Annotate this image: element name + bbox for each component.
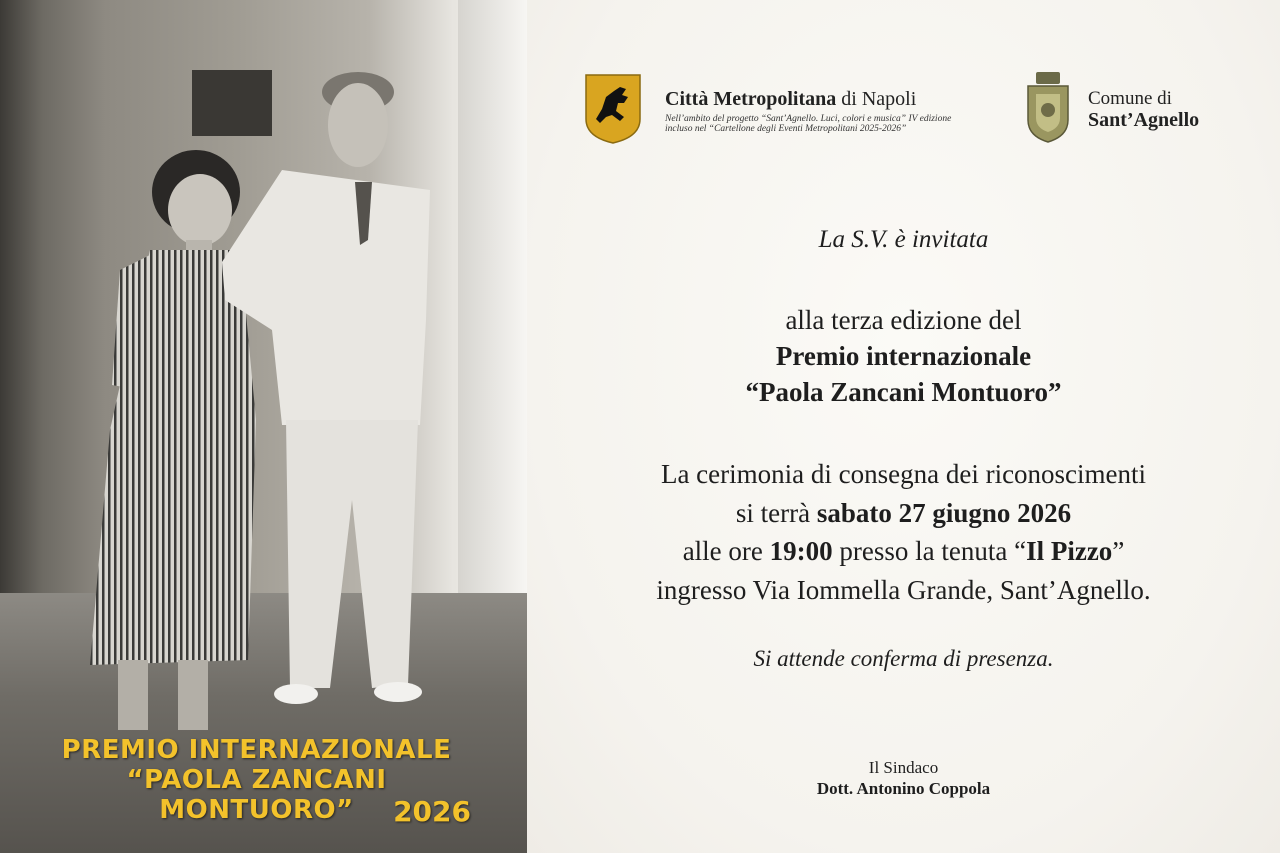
- ceremony-line1: La cerimonia di consegna dei riconoscimenti: [660, 459, 1147, 489]
- prize-name-line1: Premio internazionale: [775, 341, 1032, 371]
- comune-line2: Sant’Agnello: [1088, 109, 1200, 131]
- ceremony-line3: alle ore 19:00 presso la tenuta “Il Pizzo”: [682, 536, 1125, 566]
- ceremony-address: ingresso Via Iommella Grande, Sant’Agnello.: [656, 574, 1151, 605]
- vintage-photo: [0, 0, 527, 853]
- prize-block: [527, 302, 1280, 410]
- photo-year: 2026: [393, 795, 471, 828]
- man-figure: [222, 72, 430, 704]
- ceremony-date: sabato 27 giugno 2026: [816, 497, 1072, 528]
- photo-title-line2: “PAOLA ZANCANI MONTUORO”: [126, 765, 387, 825]
- edition-line: alla terza edizione del: [785, 305, 1022, 335]
- prize-name-line2: “Paola Zancani Montuoro”: [745, 377, 1062, 407]
- metro-header-text: [665, 88, 1005, 134]
- ceremony-block: [527, 455, 1280, 609]
- woman-figure: [90, 150, 256, 730]
- invitation-greeting: La S.V. è invitata: [818, 226, 989, 253]
- ceremony-line2: si terrà sabato 27 giugno 2026: [735, 497, 1072, 528]
- ceremony-venue: Il Pizzo: [1026, 536, 1113, 566]
- signature-block: [527, 757, 1280, 799]
- signature-name: Dott. Antonino Coppola: [816, 779, 991, 798]
- signature-role: Il Sindaco: [868, 758, 939, 777]
- comune-line1: Comune di: [1088, 88, 1172, 109]
- ceremony-time: 19:00: [769, 536, 833, 566]
- invitation-card: [527, 0, 1280, 853]
- metro-subtitle: Nell’ambito del progetto “Sant’Agnello. Luci, colori e musica” IV edizione incluso nel “Cartellone degli Eventi Metropolitani 2025-2026”: [665, 114, 952, 134]
- photo-title-line1: PREMIO INTERNAZIONALE: [61, 735, 452, 765]
- comune-header-text: [1088, 89, 1199, 131]
- people-silhouettes: [0, 0, 527, 853]
- metro-name: Città Metropolitana di Napoli: [665, 88, 917, 110]
- comune-crest-icon: [1022, 70, 1074, 144]
- horse-shield-icon: [584, 73, 642, 145]
- rsvp-note: Si attende conferma di presenza.: [753, 646, 1054, 671]
